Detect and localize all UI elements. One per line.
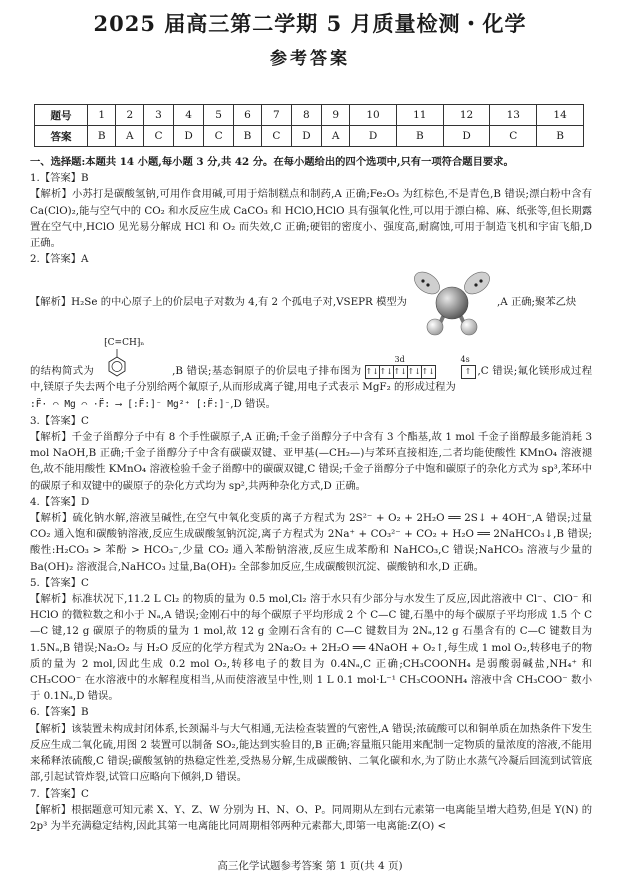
question-number: 12	[443, 105, 490, 126]
question-number: 14	[537, 105, 584, 126]
q2-text-e: ,C 错误;氟化镁形成过程中,镁原子失去两个电子分别给两个氟原子,从而形成离子键,用电子式表示 MgF₂ 的形成过程为	[30, 365, 592, 394]
question-number: 10	[350, 105, 397, 126]
orbital-4s-label: 4s	[460, 355, 470, 365]
orbital-3d-box: ↑↓	[407, 365, 422, 379]
answer-cell: D	[350, 126, 397, 147]
q2-answer: 2.【答案】A	[30, 253, 89, 266]
q2-analysis-line3	[30, 396, 592, 413]
polymer-structure-figure	[98, 337, 168, 379]
question-number: 13	[490, 105, 537, 126]
q1-answer: 1.【答案】B	[30, 172, 89, 185]
answer-explanations	[30, 154, 592, 834]
q2-text-a: 【解析】H₂Se 的中心原子上的价层电子对数为 4,有 2 个孤电子对,VSEPR 模型为	[30, 296, 407, 309]
orbital-3d-box: ↑↓	[379, 365, 394, 379]
q4-analysis: 【解析】硫化钠水解,溶液呈碱性,在空气中氧化变质的离子方程式为 2S²⁻ + O₂ + 2H₂O ══ 2S↓ + 4OH⁻,A 错误;过量 CO₂ 通入饱和碳酸钠溶液,反应生成碳酸氢钠沉淀,离子方程式为 2Na⁺ + CO₃²⁻ + CO₂ + H₂O ══ 2NaHCO₃↓,B 错误;酸性:H₂CO₃ > 苯酚 > HCO₃⁻,少量 CO₂ 通入苯酚钠溶液,反应生成苯酚和 NaHCO₃,C 错误;NaHCO₃ 溶液与少量的 Ba(OH)₂ 溶液混合,NaHCO₃ 过量,Ba(OH)₂ 全部参加反应,生成碳酸钡沉淀、碳酸钠和水,D 正确。	[30, 512, 592, 573]
orbital-3d-box: ↑↓	[421, 365, 436, 379]
answer-cell: B	[537, 126, 584, 147]
answer-cell: C	[490, 126, 537, 147]
answer-cell: B	[396, 126, 443, 147]
answer-table-answer-row	[35, 126, 584, 147]
question-number: 3	[144, 105, 173, 126]
orbital-3d-label: 3d	[394, 355, 405, 365]
vsepr-model-figure	[411, 267, 493, 337]
q6-answer: 6.【答案】B	[30, 706, 89, 719]
q2-analysis-line1	[30, 267, 592, 337]
q5-answer: 5.【答案】C	[30, 576, 89, 589]
orbital-4s-box: ↑	[461, 365, 476, 379]
page-subtitle: 参考答案	[270, 49, 350, 69]
q7-analysis: 【解析】根据题意可知元素 X、Y、Z、W 分别为 H、N、O、P。同周期从左到右元素第一电离能呈增大趋势,但是 Y(N) 的 2p³ 为半充满稳定结构,因此其第一电离能比同周期相邻两种元素都大,即第一电离能:Z(O) <	[30, 803, 592, 832]
orbital-3d-box: ↑↓	[393, 365, 408, 379]
cu-orbital-diagram	[365, 355, 475, 379]
section-heading: 一、选择题:本题共 14 小题,每小题 3 分,共 42 分。在每小题给出的四个选项中,只有一项符合题目要求。	[30, 156, 514, 168]
answer-cell: D	[443, 126, 490, 147]
q2-text-c: 的结构简式为	[30, 365, 95, 378]
q2-analysis-line2	[30, 337, 592, 395]
answer-table	[34, 104, 584, 147]
q3-analysis: 【解析】千金子甾醇分子中有 8 个手性碳原子,A 正确;千金子甾醇分子中含有 3 个酯基,故 1 mol 千金子甾醇最多能消耗 3 mol NaOH,B 正确;千金子甾醇分子中含有碳碳双键、亚甲基(—CH₂—)与苯环直接相连,二者均能使酸性 KMnO₄ 溶液褪色,故不能用酸性 KMnO₄ 溶液检验千金子甾醇中的碳碳双键,C 错误;千金子甾醇分子中饱和碳原子的杂化方式为 sp³,苯环中的碳原子和双键中的碳原子的杂化方式均为 sp²,共两种杂化方式,D 正确。	[30, 431, 592, 492]
q1-analysis: 【解析】小苏打是碳酸氢钠,可用作食用碱,可用于焙制糕点和制药,A 正确;Fe₂O₃ 为红棕色,不是青色,B 错误;漂白粉中含有 Ca(ClO)₂,能与空气中的 CO₂ 和水反应生成 CaCO₃ 和 HClO,HClO 具有强氧化性,可以用于漂白棉、麻、纸张等,但长期露置在空气中,HClO 见光易分解成 HCl 和 O₂ 而失效,C 正确;硬铝的密度小、强度高,耐腐蚀,可用于制造飞机和宇宙飞船,D 正确。	[30, 188, 592, 250]
question-number: 5	[204, 105, 233, 126]
answer-cell: B	[233, 126, 261, 147]
page-footer: 高三化学试题参考答案 第 1 页(共 4 页)	[217, 860, 403, 872]
q2-text-b: ,A 正确;聚苯乙炔	[496, 296, 577, 309]
answer-cell: D	[291, 126, 322, 147]
row-label-numbers: 题号	[35, 105, 88, 126]
question-number: 2	[116, 105, 144, 126]
q6-analysis: 【解析】该装置未构成封闭体系,长颈漏斗与大气相通,无法检查装置的气密性,A 错误;浓硫酸可以和铜单质在加热条件下发生反应生成二氧化硫,用图 2 装置可以制备 SO₂,能达到实验目的,B 正确;容量瓶只能用来配制一定物质的量浓度的溶液,不能用来稀释浓硫酸,C 错误;碳酸氢钠的热稳定性差,受热易分解,生成碳酸钠、二氧化碳和水,为了防止水蒸气冷凝后回流到试管底部,引起试管炸裂,试管口应略向下倾斜,D 错误。	[30, 722, 592, 784]
answer-cell: D	[173, 126, 204, 147]
answer-cell: A	[116, 126, 144, 147]
q2-text-f: ,D 错误。	[230, 397, 276, 410]
question-number: 7	[262, 105, 291, 126]
q2-text-d: ,B 错误;基态铜原子的价层电子排布图为	[172, 365, 362, 378]
answer-cell: C	[204, 126, 233, 147]
answer-cell: C	[262, 126, 291, 147]
q7-answer: 7.【答案】C	[30, 787, 89, 800]
q5-analysis: 【解析】标准状况下,11.2 L Cl₂ 的物质的量为 0.5 mol,Cl₂ 溶于水只有少部分与水发生了反应,因此溶液中 Cl⁻、ClO⁻ 和 HClO 的微粒数之和小于 Nₐ,A 错误;金刚石中的每个碳原子平均形成 2 个 C—C 键,石墨中的每个碳原子平均形成 1.5 个 C—C 键,12 g 碳原子的物质的量为 1 mol,故 12 g 金刚石含有的 C—C 键数目为 2Nₐ,12 g 石墨含有的 C—C 键数目为 1.5Nₐ,B 错误;Na₂O₂ 与 H₂O 反应的化学方程式为 2Na₂O₂ + 2H₂O ══ 4NaOH + O₂↑,每生成 1 mol O₂,转移电子的物质的量为 2 mol,因此生成 0.2 mol O₂,转移电子的数目为 0.4Nₐ,C 正确;CH₃COONH₄ 是弱酸弱碱盐,NH₄⁺ 和 CH₃COO⁻ 在水溶液中的水解程度相当,从而使溶液呈中性,则 1 L 0.1 mol·L⁻¹ CH₃COONH₄ 溶液中含 CH₃COO⁻ 数小于 0.1Nₐ,D 错误。	[30, 593, 592, 703]
question-number: 9	[322, 105, 350, 126]
question-number: 1	[88, 105, 116, 126]
mgf2-formation-equation: :F̈· ⌒ Mg ⌒ ·F̈: ⟶ [:F̈:]⁻ Mg²⁺ [:F̈:]⁻	[30, 398, 231, 410]
question-number: 11	[396, 105, 443, 126]
row-label-answers: 答案	[35, 126, 88, 147]
answer-cell: B	[88, 126, 116, 147]
answer-cell: C	[144, 126, 173, 147]
polymer-chain-label: ⁅C=CH⁆ₙ	[104, 338, 145, 349]
question-number: 6	[233, 105, 261, 126]
orbital-3d-box: ↑↓	[365, 365, 380, 379]
answer-table-number-row	[35, 105, 584, 126]
page-title: 2025 届高三第二学期 5 月质量检测・化学	[93, 11, 527, 36]
q3-answer: 3.【答案】C	[30, 414, 89, 427]
q4-answer: 4.【答案】D	[30, 495, 90, 508]
question-number: 8	[291, 105, 322, 126]
answer-cell: A	[322, 126, 350, 147]
benzene-ring-figure	[98, 337, 168, 379]
question-number: 4	[173, 105, 204, 126]
